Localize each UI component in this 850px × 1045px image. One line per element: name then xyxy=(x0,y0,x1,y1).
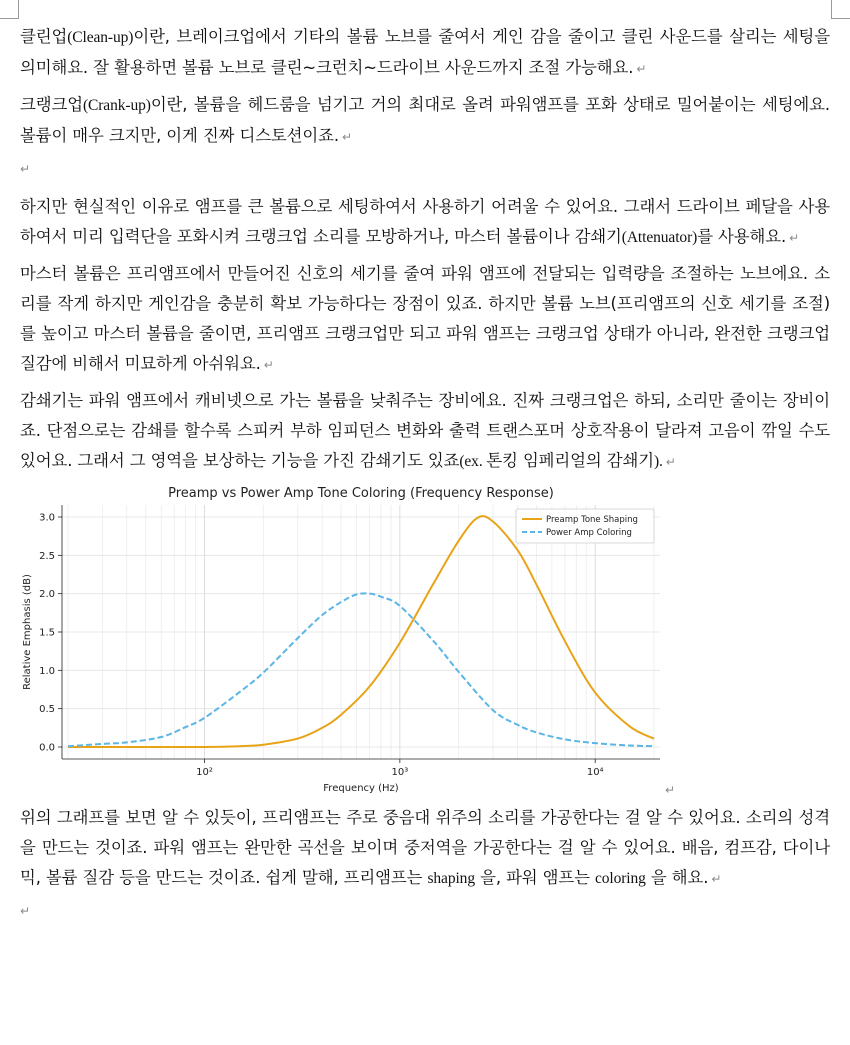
paragraph-clean-up xyxy=(20,22,830,84)
y-tick-label: 3.0 xyxy=(39,512,55,524)
text-run: 감쇄기는 파워 앰프에서 캐비넷으로 가는 볼륨을 낮춰주는 장비에요. 진짜 크랭크업은 하되, 소리만 줄이는 장비이죠. 단점으로는 감쇄를 할수록 스피커 부하 임피던스 변화와 출력 트랜스포머 상호작용이 달라져 고음이 깎일 수도 있어요. 그래서 그 영역을 보상하는 기능을 가진 감쇄기도 있죠 xyxy=(20,391,830,470)
y-tick-label: 2.0 xyxy=(39,589,55,601)
text-run: 을 해요. xyxy=(645,868,709,887)
y-tick-label: 1.0 xyxy=(39,665,55,677)
y-tick-label: 0.0 xyxy=(39,742,55,754)
paragraph-mark-icon: ↵ xyxy=(711,872,722,886)
paragraph-mark-icon: ↵ xyxy=(263,358,274,372)
text-run-english: (Clean-up) xyxy=(67,29,134,46)
text-run-english: ). xyxy=(653,453,663,470)
text-run: 클린업 xyxy=(20,27,68,46)
text-run: 이란, 브레이크업에서 기타의 볼륨 노브를 줄여서 게인 감을 줄이고 클린 사운드를 살리는 세팅을 의미해요. 잘 활용하면 볼륨 노브로 클린~크런치~드라이브 사운드까지 조절 가능해요. xyxy=(20,27,830,77)
text-run: 를 사용해요. xyxy=(697,227,787,246)
x-tick-label: 10³ xyxy=(391,767,409,778)
paragraph-master-volume xyxy=(20,259,830,380)
x-tick-label: 10⁴ xyxy=(586,767,604,778)
empty-paragraph xyxy=(20,158,830,192)
text-run: 마스터 볼륨은 프리앰프에서 만들어진 신호의 세기를 줄여 파워 앰프에 전달되는 입력량을 조절하는 노브에요. 소리를 작게 하지만 게인감을 충분히 확보 가능하다는 장점이 있죠. 하지만 볼륨 노브(프리앰프의 신호 세기를 조절)를 높이고 마스터 볼륨을 줄이면, 프리앰프 크랭크업만 되고 파워 앰프는 크랭크업 상태가 아니라, 완전한 크랭크업 질감에 비해서 미묘하게 아쉬워요. xyxy=(20,264,830,373)
text-run: 하지만 현실적인 이유로 앰프를 큰 볼륨으로 세팅하여서 사용하기 어려울 수 있어요. 그래서 드라이브 페달을 사용하여서 미리 입력단을 포화시켜 크랭크업 소리를 모방하거나, 마스터 볼륨이나 감쇄기 xyxy=(20,197,830,246)
y-tick-label: 0.5 xyxy=(39,704,55,716)
paragraph-mark-icon: ↵ xyxy=(20,162,31,176)
paragraph-mark-icon: ↵ xyxy=(636,62,647,76)
document-body xyxy=(20,22,830,934)
text-run-english: (Attenuator) xyxy=(621,229,698,246)
legend-label: Preamp Tone Shaping xyxy=(546,515,638,525)
text-run-english: (ex. xyxy=(459,453,487,470)
text-run: 크랭크업 xyxy=(20,95,83,114)
y-tick-label: 2.5 xyxy=(39,550,55,562)
paragraph-mark-icon: ↵ xyxy=(341,130,352,144)
page-corner-mark-left xyxy=(0,0,19,19)
text-run: 위의 그래프를 보면 알 수 있듯이, 프리앰프는 주로 중음대 위주의 소리를 가공한다는 걸 알 수 있어요. 소리의 성격을 만드는 것이죠. 파워 앰프는 완만한 곡선을 보이며 중저역을 가공한다는 걸 알 수 있어요. 배음, 컴프감, 다이나믹, 볼륨 질감 등을 만드는 것이죠. 쉽게 말해, 프리앰프는 xyxy=(20,808,830,887)
text-run: 톤킹 임페리얼의 감쇄기 xyxy=(486,451,654,470)
paragraph-graph-explanation xyxy=(20,803,830,894)
y-axis-label: Relative Emphasis (dB) xyxy=(22,574,33,690)
paragraph-mark-icon: ↵ xyxy=(665,783,676,797)
y-tick-label: 1.5 xyxy=(39,627,55,639)
frequency-response-chart xyxy=(20,483,676,803)
x-tick-label: 10² xyxy=(196,767,213,778)
x-axis-label: Frequency (Hz) xyxy=(323,783,399,794)
legend-label: Power Amp Coloring xyxy=(546,528,632,538)
series-line-power-amp xyxy=(68,593,654,746)
paragraph-mark-icon: ↵ xyxy=(665,455,676,469)
paragraph-attenuator xyxy=(20,386,830,477)
chart-svg xyxy=(20,483,670,803)
text-run-english: (Crank-up) xyxy=(82,97,151,114)
paragraph-practical xyxy=(20,192,830,253)
text-run: 이란, 볼륨을 헤드룸을 넘기고 거의 최대로 올려 파워앰프를 포화 상태로 밀어붙이는 세팅에요. 볼륨이 매우 크지만, 이게 진짜 디스토션이죠. xyxy=(20,95,830,145)
text-run: 을, 파워 앰프는 xyxy=(475,868,595,887)
text-run-english: coloring xyxy=(594,870,646,887)
paragraph-mark-icon: ↵ xyxy=(20,904,31,918)
chart-title: Preamp vs Power Amp Tone Coloring (Frequency Response) xyxy=(168,486,554,501)
paragraph-mark-icon: ↵ xyxy=(789,231,800,245)
empty-paragraph xyxy=(20,900,830,934)
page-corner-mark-right xyxy=(831,0,850,19)
text-run-english: shaping xyxy=(427,870,475,887)
paragraph-crank-up xyxy=(20,90,830,152)
